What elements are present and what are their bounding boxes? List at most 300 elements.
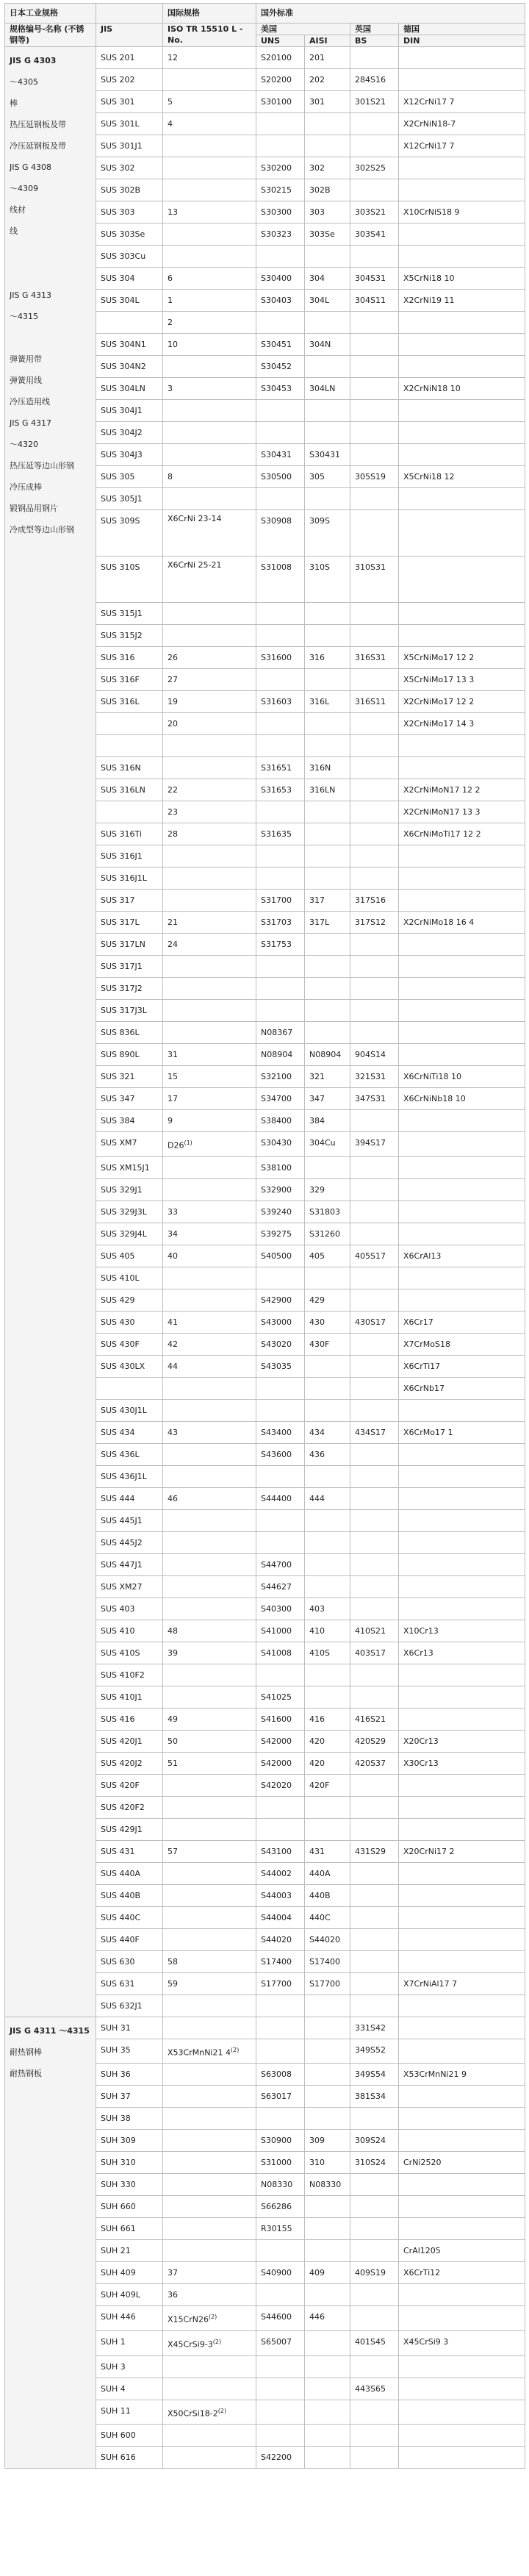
cell-din — [399, 2262, 525, 2284]
cell-din — [399, 1088, 525, 1110]
cell-aisi — [305, 2152, 350, 2174]
aisi-value: 302 — [309, 163, 325, 173]
cell-uns — [256, 1509, 305, 1531]
jis-value: SUS 410J1 — [101, 1692, 143, 1702]
uns-value: S44002 — [261, 1868, 292, 1878]
cell-bs — [350, 823, 399, 845]
uns-value: S30900 — [261, 2136, 292, 2146]
cell-uns — [256, 1752, 305, 1774]
uns-value: N08330 — [261, 2180, 293, 2190]
cell-bs — [350, 669, 399, 691]
cell-bs — [350, 157, 399, 179]
uns-value: S30300 — [261, 207, 292, 217]
cell-iso — [163, 1950, 256, 1972]
cell-iso — [163, 934, 256, 956]
bs-value: 301S21 — [355, 97, 386, 107]
cell-bs — [350, 1598, 399, 1620]
cell-iso — [163, 1443, 256, 1465]
cell-din — [399, 2130, 525, 2152]
cell-aisi — [305, 845, 350, 867]
jis-value: SUS 321 — [101, 1072, 135, 1081]
cell-bs — [350, 1421, 399, 1443]
cell-uns — [256, 1311, 305, 1333]
bs-value: 303S41 — [355, 229, 386, 239]
uns-value: S20100 — [261, 53, 292, 62]
bs-value: 302S25 — [355, 163, 386, 173]
cell-iso — [163, 113, 256, 135]
cell-aisi — [305, 2378, 350, 2400]
cell-bs — [350, 246, 399, 268]
iso-value: 12 — [168, 53, 178, 62]
cell-bs — [350, 1289, 399, 1311]
cell-iso — [163, 312, 256, 334]
bs-value: 430S17 — [355, 1317, 386, 1327]
cell-din — [399, 1664, 525, 1686]
cell-din — [399, 912, 525, 934]
cell-uns — [256, 2039, 305, 2064]
jis-value: SUS 440F — [101, 1934, 140, 1944]
cell-jis — [96, 1686, 163, 1708]
bs-value: 310S24 — [355, 2158, 386, 2168]
cell-bs — [350, 1267, 399, 1289]
aisi-value: 316L — [309, 697, 330, 706]
cell-aisi — [305, 444, 350, 466]
cell-din — [399, 1840, 525, 1862]
cell-iso — [163, 669, 256, 691]
cell-bs — [350, 1066, 399, 1088]
cell-jis — [96, 1774, 163, 1796]
uns-value: S30323 — [261, 229, 292, 239]
jis-value: SUH 1 — [101, 2336, 126, 2347]
cell-bs — [350, 691, 399, 713]
cell-bs — [350, 510, 399, 557]
cell-din — [399, 779, 525, 801]
cell-iso — [163, 157, 256, 179]
bs-value: 317S12 — [355, 917, 386, 927]
aisi-value: 329 — [309, 1184, 325, 1195]
cell-uns — [256, 557, 305, 603]
cell-aisi — [305, 312, 350, 334]
cell-uns — [256, 603, 305, 625]
cell-bs — [350, 2086, 399, 2108]
cell-uns — [256, 400, 305, 422]
iso-value: 17 — [168, 1094, 178, 1103]
cell-iso — [163, 1088, 256, 1110]
aisi-value: 403 — [309, 1603, 325, 1614]
jis-value: SUS 329J4L — [101, 1228, 147, 1239]
cell-bs — [350, 867, 399, 890]
cell-uns — [256, 2330, 305, 2355]
cell-din — [399, 2240, 525, 2262]
cell-jis — [96, 934, 163, 956]
iso-value: 41 — [168, 1317, 178, 1327]
uns-value: S31600 — [261, 653, 292, 662]
cell-iso — [163, 444, 256, 466]
cell-din — [399, 603, 525, 625]
cell-din — [399, 378, 525, 400]
cell-uns — [256, 1267, 305, 1289]
jis-value: SUS 317L — [101, 917, 140, 927]
uns-value: S40900 — [261, 2268, 292, 2278]
din-value: X6CrNb17 — [403, 1383, 445, 1393]
jis-value: SUS 420F — [101, 1780, 140, 1790]
footnote-ref: (2) — [230, 2046, 240, 2053]
cell-iso — [163, 1022, 256, 1044]
footnote-ref: (2) — [217, 2407, 227, 2414]
cell-uns — [256, 1906, 305, 1928]
cell-bs — [350, 1465, 399, 1487]
jis-value: SUS 316Ti — [101, 829, 142, 839]
cell-din — [399, 2108, 525, 2130]
cell-din — [399, 179, 525, 201]
iso-value: 46 — [168, 1493, 178, 1503]
uns-value: S30430 — [261, 1138, 292, 1148]
cell-uns — [256, 757, 305, 779]
cell-jis — [96, 378, 163, 400]
cell-uns — [256, 779, 305, 801]
aisi-value: 304Cu — [309, 1138, 336, 1148]
cell-din — [399, 1022, 525, 1044]
cell-iso — [163, 466, 256, 488]
cell-bs — [350, 1818, 399, 1840]
cell-iso — [163, 1044, 256, 1066]
uns-value: S44004 — [261, 1912, 292, 1922]
cell-iso — [163, 1245, 256, 1267]
standard-group-line: 锻钢品用钢片 — [10, 504, 58, 513]
cell-din — [399, 2284, 525, 2306]
cell-jis — [96, 890, 163, 912]
aisi-value: 302B — [309, 185, 331, 195]
cell-iso — [163, 2330, 256, 2355]
cell-iso — [163, 2306, 256, 2331]
cell-bs — [350, 1088, 399, 1110]
cell-iso — [163, 1156, 256, 1178]
uns-value: S43020 — [261, 1339, 292, 1349]
jis-value: SUS 316J1L — [101, 873, 147, 883]
cell-jis — [96, 179, 163, 201]
cell-jis — [96, 2196, 163, 2218]
cell-din — [399, 510, 525, 557]
aisi-value: 434 — [309, 1427, 325, 1437]
cell-iso — [163, 713, 256, 735]
cell-uns — [256, 845, 305, 867]
cell-jis — [96, 223, 163, 246]
cell-aisi — [305, 1201, 350, 1223]
cell-jis — [96, 47, 163, 69]
cell-jis — [96, 1377, 163, 1399]
jis-value: SUS 429 — [101, 1295, 135, 1305]
cell-uns — [256, 157, 305, 179]
jis-value: SUH 616 — [101, 2452, 136, 2463]
cell-jis — [96, 1044, 163, 1066]
cell-din — [399, 1708, 525, 1730]
cell-jis — [96, 1664, 163, 1686]
cell-jis — [96, 1598, 163, 1620]
cell-aisi — [305, 2039, 350, 2064]
cell-jis — [96, 691, 163, 713]
aisi-value: 444 — [309, 1493, 325, 1503]
cell-din — [399, 2039, 525, 2064]
cell-din — [399, 1994, 525, 2017]
bs-value: 331S42 — [355, 2022, 386, 2033]
cell-uns — [256, 47, 305, 69]
cell-iso — [163, 1201, 256, 1223]
cell-aisi — [305, 1708, 350, 1730]
cell-aisi — [305, 1818, 350, 1840]
iso-value: 48 — [168, 1625, 178, 1636]
uns-value: R30155 — [261, 2224, 292, 2234]
cell-jis — [96, 1708, 163, 1730]
aisi-value: 420 — [309, 1736, 325, 1746]
cell-uns — [256, 1066, 305, 1088]
cell-jis — [96, 2086, 163, 2108]
cell-bs — [350, 2152, 399, 2174]
cell-din — [399, 735, 525, 757]
cell-jis — [96, 779, 163, 801]
footnote-ref: (2) — [208, 2314, 217, 2321]
uns-value: S31703 — [261, 917, 292, 927]
cell-jis — [96, 1862, 163, 1884]
cell-din — [399, 246, 525, 268]
iso-value: 50 — [168, 1736, 178, 1746]
jis-value: SUS 632J1 — [101, 2000, 143, 2011]
din-value: X2CrNiMo17 14 3 — [403, 719, 475, 729]
cell-bs — [350, 290, 399, 312]
iso-value: 36 — [168, 2290, 178, 2300]
cell-aisi — [305, 1223, 350, 1245]
cell-bs — [350, 1708, 399, 1730]
cell-iso — [163, 1531, 256, 1553]
header-jis-group — [96, 4, 163, 24]
iso-value: X45CrSi9-3 — [168, 2339, 213, 2350]
bs-value: 401S45 — [355, 2336, 386, 2347]
din-value: X10Cr13 — [403, 1625, 439, 1636]
din-value: X6Cr17 — [403, 1317, 433, 1327]
din-value: X10CrNiS18 9 — [403, 207, 460, 217]
bs-value: 405S17 — [355, 1251, 386, 1261]
cell-iso — [163, 1884, 256, 1906]
cell-iso — [163, 1399, 256, 1421]
standard-group-line: 线材 — [10, 205, 26, 215]
cell-bs — [350, 1642, 399, 1664]
iso-value: 44 — [168, 1361, 178, 1371]
cell-jis — [96, 557, 163, 603]
uns-value: S44400 — [261, 1493, 292, 1503]
cell-bs — [350, 1022, 399, 1044]
cell-din — [399, 1928, 525, 1950]
footnote-ref: (2) — [212, 2338, 222, 2345]
cell-bs — [350, 912, 399, 934]
cell-jis — [96, 312, 163, 334]
cell-iso — [163, 1774, 256, 1796]
cell-jis — [96, 669, 163, 691]
iso-value: 6 — [168, 273, 173, 283]
uns-value: S31653 — [261, 785, 292, 795]
uns-value: S42200 — [261, 2452, 292, 2463]
cell-bs — [350, 488, 399, 510]
cell-aisi — [305, 510, 350, 557]
cell-iso — [163, 2174, 256, 2196]
cell-jis — [96, 2039, 163, 2064]
uns-value: S31603 — [261, 697, 292, 706]
standard-group-line — [10, 263, 91, 285]
iso-value: 27 — [168, 675, 178, 684]
cell-uns — [256, 1686, 305, 1708]
cell-jis — [96, 1201, 163, 1223]
cell-bs — [350, 2218, 399, 2240]
cell-iso — [163, 1862, 256, 1884]
cell-aisi — [305, 1531, 350, 1553]
cell-uns — [256, 1531, 305, 1553]
cell-aisi — [305, 1575, 350, 1598]
jis-value: SUS 420J1 — [101, 1736, 143, 1746]
cell-uns — [256, 1000, 305, 1022]
cell-bs — [350, 1443, 399, 1465]
bs-value: 420S29 — [355, 1736, 386, 1746]
aisi-value: 305 — [309, 472, 325, 482]
cell-uns — [256, 2108, 305, 2130]
uns-value: S30431 — [261, 450, 292, 459]
cell-bs — [350, 1906, 399, 1928]
cell-iso — [163, 378, 256, 400]
jis-value: SUH 330 — [101, 2180, 136, 2190]
jis-value: SUS 410L — [101, 1273, 140, 1283]
cell-jis — [96, 356, 163, 378]
din-value: X6CrNiTi18 10 — [403, 1072, 461, 1081]
cell-bs — [350, 466, 399, 488]
cell-uns — [256, 1399, 305, 1421]
cell-din — [399, 1774, 525, 1796]
cell-iso — [163, 1289, 256, 1311]
cell-din — [399, 890, 525, 912]
cell-bs — [350, 444, 399, 466]
cell-bs — [350, 1862, 399, 1884]
cell-din — [399, 757, 525, 779]
cell-uns — [256, 625, 305, 647]
cell-iso — [163, 1267, 256, 1289]
cell-uns — [256, 69, 305, 91]
jis-value: SUS 304N2 — [101, 362, 146, 371]
cell-bs — [350, 2447, 399, 2469]
aisi-value: S30431 — [309, 450, 340, 459]
cell-aisi — [305, 1994, 350, 2017]
cell-bs — [350, 1840, 399, 1862]
din-value: X6CrNiNb18 10 — [403, 1094, 466, 1103]
aisi-value: 431 — [309, 1846, 325, 1856]
cell-jis — [96, 69, 163, 91]
uns-value: S44003 — [261, 1890, 292, 1900]
jis-value: SUH 37 — [101, 2092, 131, 2102]
cell-iso — [163, 845, 256, 867]
jis-value: SUS 403 — [101, 1603, 135, 1614]
cell-iso — [163, 1575, 256, 1598]
bs-value: 310S31 — [355, 562, 386, 572]
iso-value: 22 — [168, 785, 178, 795]
cell-din — [399, 1132, 525, 1157]
cell-din — [399, 1443, 525, 1465]
cell-iso — [163, 1333, 256, 1355]
cell-aisi — [305, 1553, 350, 1575]
cell-bs — [350, 956, 399, 978]
din-value: X12CrNi17 7 — [403, 141, 455, 151]
cell-jis — [96, 2017, 163, 2039]
jis-value: SUH 309 — [101, 2136, 136, 2146]
aisi-value: 309S — [309, 516, 330, 526]
uns-value: S17400 — [261, 1956, 292, 1967]
bs-value: 309S24 — [355, 2136, 386, 2146]
jis-value: SUS 315J2 — [101, 631, 143, 640]
jis-value: SUS 304J1 — [101, 406, 143, 415]
jis-value: SUS 317LN — [101, 940, 145, 949]
cell-din — [399, 823, 525, 845]
aisi-value: 440C — [309, 1912, 331, 1922]
jis-value: SUS 305J1 — [101, 494, 143, 504]
cell-din — [399, 625, 525, 647]
cell-jis — [96, 1818, 163, 1840]
cell-bs — [350, 312, 399, 334]
cell-aisi — [305, 1421, 350, 1443]
cell-jis — [96, 1421, 163, 1443]
cell-bs — [350, 2355, 399, 2378]
cell-iso — [163, 2400, 256, 2425]
cell-aisi — [305, 1110, 350, 1132]
cell-aisi — [305, 1730, 350, 1752]
cell-iso — [163, 1972, 256, 1994]
table-row — [5, 47, 525, 69]
cell-iso — [163, 801, 256, 823]
aisi-value: 440A — [309, 1868, 331, 1878]
cell-jis — [96, 2400, 163, 2425]
bs-value: 349S52 — [355, 2044, 386, 2055]
uns-value: S40300 — [261, 1603, 292, 1614]
cell-uns — [256, 2378, 305, 2400]
din-value: X2CrNiN18 10 — [403, 384, 461, 393]
jis-value: SUS XM15J1 — [101, 1162, 150, 1173]
jis-value: SUS 304 — [101, 273, 135, 283]
cell-aisi — [305, 2425, 350, 2447]
cell-jis — [96, 1132, 163, 1157]
cell-bs — [350, 1000, 399, 1022]
iso-value: 23 — [168, 807, 178, 817]
cell-uns — [256, 1972, 305, 1994]
header-international: 国际规格 — [163, 4, 256, 24]
cell-din — [399, 801, 525, 823]
cell-din — [399, 1399, 525, 1421]
standard-group-line: 热压延等边山形钢 — [10, 461, 74, 471]
standard-group-line: 冷压造用线 — [10, 397, 50, 407]
bs-value: 321S31 — [355, 1072, 386, 1081]
jis-value: SUS 304LN — [101, 384, 145, 393]
jis-value: SUS 302 — [101, 163, 135, 173]
din-value: X2CrNi19 11 — [403, 296, 455, 305]
bs-value: 420S37 — [355, 1758, 386, 1768]
cell-iso — [163, 1906, 256, 1928]
cell-aisi — [305, 1840, 350, 1862]
cell-bs — [350, 845, 399, 867]
bs-value: 416S21 — [355, 1714, 386, 1724]
cell-uns — [256, 1245, 305, 1267]
cell-bs — [350, 757, 399, 779]
cell-din — [399, 2017, 525, 2039]
cell-din — [399, 113, 525, 135]
cell-aisi — [305, 557, 350, 603]
cell-aisi — [305, 603, 350, 625]
cell-jis — [96, 290, 163, 312]
iso-value: 40 — [168, 1251, 178, 1261]
cell-jis — [96, 2355, 163, 2378]
jis-value: SUS 317J1 — [101, 962, 143, 971]
cell-uns — [256, 2355, 305, 2378]
